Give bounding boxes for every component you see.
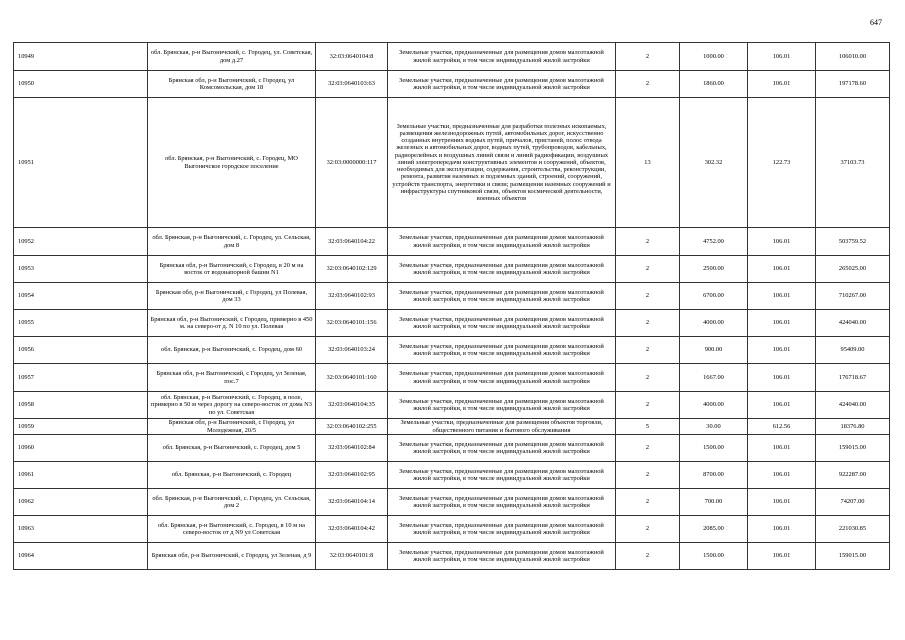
table-row xyxy=(14,392,890,419)
row-number: 10958 xyxy=(14,392,148,419)
rate-cell: 106.01 xyxy=(748,337,816,364)
address-cell: Брянская обл, р-н Выгоничский, с Городец, ул Молодежная, 20/5 xyxy=(148,419,316,435)
group-cell: 2 xyxy=(616,228,680,256)
area-cell: 4000.00 xyxy=(680,310,748,337)
address-cell: обл. Брянская, р-н Выгоничский, с. Городец, ул. Сельская, дом 8 xyxy=(148,228,316,256)
cadastral-number-cell: 32:03:0640104:35 xyxy=(316,392,388,419)
land-use-cell: Земельные участки, предназначенные для размещения домов малоэтажной жилой застройки, в том числе индивидуальной жилой застройки xyxy=(388,337,616,364)
area-cell: 1000.00 xyxy=(680,43,748,71)
rate-cell: 106.01 xyxy=(748,435,816,462)
group-cell: 5 xyxy=(616,419,680,435)
land-use-cell: Земельные участки, предназначенные для размещения объектов торговли, общественного питания и бытового обслуживания xyxy=(388,419,616,435)
group-cell: 2 xyxy=(616,43,680,71)
cadastral-number-cell: 32:03:0640101:160 xyxy=(316,364,388,392)
table-row xyxy=(14,419,890,435)
group-cell: 2 xyxy=(616,256,680,283)
row-number: 10950 xyxy=(14,71,148,98)
page-number: 647 xyxy=(870,18,882,27)
table-row xyxy=(14,71,890,98)
row-number: 10963 xyxy=(14,516,148,543)
area-cell: 6700.00 xyxy=(680,283,748,310)
address-cell: обл. Брянская, р-н Выгоничский, с. Городец, дом 60 xyxy=(148,337,316,364)
cadastral-value-cell: 95409.00 xyxy=(816,337,890,364)
land-use-cell: Земельные участки, предназначенные для размещения домов малоэтажной жилой застройки, в том числе индивидуальной жилой застройки xyxy=(388,489,616,516)
land-use-cell: Земельные участки, предназначенные для размещения домов малоэтажной жилой застройки, в том числе индивидуальной жилой застройки xyxy=(388,43,616,71)
cadastral-number-cell: 32:03:0640103:63 xyxy=(316,71,388,98)
row-number: 10953 xyxy=(14,256,148,283)
address-cell: обл. Брянская, р-н Выгоничский, с. Городец, в поле, примерно в 50 м через дорогу на северо-восток от дома N3 по ул. Советская xyxy=(148,392,316,419)
table-row xyxy=(14,310,890,337)
land-use-cell: Земельные участки, предназначенные для размещения домов малоэтажной жилой застройки, в том числе индивидуальной жилой застройки xyxy=(388,543,616,570)
rate-cell: 106.01 xyxy=(748,489,816,516)
cadastral-value-cell: 197178.60 xyxy=(816,71,890,98)
cadastral-number-cell: 32:03:0640101:8 xyxy=(316,543,388,570)
area-cell: 1860.00 xyxy=(680,71,748,98)
table-row xyxy=(14,256,890,283)
cadastral-number-cell: 32:03:0640102:84 xyxy=(316,435,388,462)
row-number: 10955 xyxy=(14,310,148,337)
cadastral-value-cell: 18376.80 xyxy=(816,419,890,435)
cadastral-number-cell: 32:03:0640102:255 xyxy=(316,419,388,435)
address-cell: обл. Брянская, р-н Выгоничский, с. Городец, дом 5 xyxy=(148,435,316,462)
address-cell: Брянская обл, р-н Выгоничский, с Городец, ул Полевая, дом 33 xyxy=(148,283,316,310)
cadastral-value-cell: 176718.67 xyxy=(816,364,890,392)
table-row xyxy=(14,364,890,392)
land-use-cell: Земельные участки, предназначенные для размещения домов малоэтажной жилой застройки, в том числе индивидуальной жилой застройки xyxy=(388,392,616,419)
group-cell: 13 xyxy=(616,98,680,228)
area-cell: 4000.00 xyxy=(680,392,748,419)
rate-cell: 106.01 xyxy=(748,543,816,570)
land-use-cell: Земельные участки, предназначенные для размещения домов малоэтажной жилой застройки, в том числе индивидуальной жилой застройки xyxy=(388,364,616,392)
area-cell: 30.00 xyxy=(680,419,748,435)
table-row xyxy=(14,283,890,310)
row-number: 10960 xyxy=(14,435,148,462)
area-cell: 2500.00 xyxy=(680,256,748,283)
table-row xyxy=(14,543,890,570)
row-number: 10949 xyxy=(14,43,148,71)
land-use-cell: Земельные участки, предназначенные для размещения домов малоэтажной жилой застройки, в том числе индивидуальной жилой застройки xyxy=(388,71,616,98)
address-cell: обл. Брянская, р-н Выгоничский, с. Городец xyxy=(148,462,316,489)
land-use-cell: Земельные участки, предназначенные для размещения домов малоэтажной жилой застройки, в том числе индивидуальной жилой застройки xyxy=(388,516,616,543)
group-cell: 2 xyxy=(616,435,680,462)
table-row xyxy=(14,462,890,489)
cadastral-number-cell: 32:03:0640102:129 xyxy=(316,256,388,283)
land-use-cell: Земельные участки, предназначенные для размещения домов малоэтажной жилой застройки, в том числе индивидуальной жилой застройки xyxy=(388,462,616,489)
group-cell: 2 xyxy=(616,364,680,392)
cadastral-number-cell: 32:03:0640102:95 xyxy=(316,462,388,489)
table-row xyxy=(14,337,890,364)
address-cell: обл. Брянская, р-н Выгоничский, с. Городец, МО Выгоничское городское поселение xyxy=(148,98,316,228)
cadastral-value-cell: 106010.00 xyxy=(816,43,890,71)
rate-cell: 106.01 xyxy=(748,364,816,392)
group-cell: 2 xyxy=(616,310,680,337)
cadastral-number-cell: 32:03:0640103:24 xyxy=(316,337,388,364)
row-number: 10964 xyxy=(14,543,148,570)
rate-cell: 122.73 xyxy=(748,98,816,228)
row-number: 10956 xyxy=(14,337,148,364)
address-cell: обл. Брянская, р-н Выгоничский, с. Городец, в 10 м на северо-восток от д N9 ул Советская xyxy=(148,516,316,543)
cadastral-value-table xyxy=(13,42,890,570)
area-cell: 900.00 xyxy=(680,337,748,364)
table-row xyxy=(14,489,890,516)
group-cell: 2 xyxy=(616,71,680,98)
area-cell: 8700.00 xyxy=(680,462,748,489)
rate-cell: 612.56 xyxy=(748,419,816,435)
area-cell: 1500.00 xyxy=(680,435,748,462)
land-use-cell: Земельные участки, предназначенные для размещения домов малоэтажной жилой застройки, в том числе индивидуальной жилой застройки xyxy=(388,310,616,337)
area-cell: 1667.00 xyxy=(680,364,748,392)
cadastral-number-cell: 32:03:0640102:93 xyxy=(316,283,388,310)
area-cell: 1500.00 xyxy=(680,543,748,570)
cadastral-number-cell: 32:03:0000000:117 xyxy=(316,98,388,228)
group-cell: 2 xyxy=(616,283,680,310)
land-use-cell: Земельные участки, предназначенные для разработки полезных ископаемых, размещения железнодорожных путей, автомобильных дорог, искусственно созданных внутренних водных путей, причалов, пристаней, полос отвода железных и автомобильных дорог, водных путей, трубопроводов, кабельных, радиорелейных и воздушных линий связи и линий радиофикации, воздушных линий электропередачи конструктивных элементов и сооружений, объектов, необходимых для эксплуатации, содержания, строительства, реконструкции, ремонта, развития наземных и подземных зданий, строений, сооружений, устройств транспорта, энергетики и связи; размещения наземных сооружений и инфраструктуры спутниковой связи, объектов космической деятельности, военных объектов xyxy=(388,98,616,228)
group-cell: 2 xyxy=(616,337,680,364)
row-number: 10954 xyxy=(14,283,148,310)
table-row xyxy=(14,43,890,71)
cadastral-number-cell: 32:03:0640104:42 xyxy=(316,516,388,543)
group-cell: 2 xyxy=(616,543,680,570)
land-use-cell: Земельные участки, предназначенные для размещения домов малоэтажной жилой застройки, в том числе индивидуальной жилой застройки xyxy=(388,435,616,462)
cadastral-value-cell: 710267.00 xyxy=(816,283,890,310)
address-cell: Брянская обл, р-н Выгоничский, с Городец, ул Комсомольская, дом 18 xyxy=(148,71,316,98)
land-use-cell: Земельные участки, предназначенные для размещения домов малоэтажной жилой застройки, в том числе индивидуальной жилой застройки xyxy=(388,228,616,256)
cadastral-value-cell: 74207.00 xyxy=(816,489,890,516)
rate-cell: 106.01 xyxy=(748,516,816,543)
group-cell: 2 xyxy=(616,489,680,516)
table-row xyxy=(14,516,890,543)
table-row xyxy=(14,98,890,228)
cadastral-value-cell: 37103.73 xyxy=(816,98,890,228)
cadastral-number-cell: 32:03:0640104:8 xyxy=(316,43,388,71)
row-number: 10951 xyxy=(14,98,148,228)
cadastral-value-cell: 922287.00 xyxy=(816,462,890,489)
rate-cell: 106.01 xyxy=(748,256,816,283)
row-number: 10959 xyxy=(14,419,148,435)
cadastral-value-cell: 424040.00 xyxy=(816,392,890,419)
rate-cell: 106.01 xyxy=(748,228,816,256)
row-number: 10961 xyxy=(14,462,148,489)
address-cell: Брянская обл, р-н Выгоничский, с Городец, ул Зеленая, д 9 xyxy=(148,543,316,570)
cadastral-value-cell: 424040.00 xyxy=(816,310,890,337)
address-cell: обл. Брянская, р-н Выгоничский, с. Городец, ул. Сельская, дом 2 xyxy=(148,489,316,516)
area-cell: 302.32 xyxy=(680,98,748,228)
group-cell: 2 xyxy=(616,392,680,419)
group-cell: 2 xyxy=(616,462,680,489)
cadastral-number-cell: 32:03:0640104:14 xyxy=(316,489,388,516)
land-use-cell: Земельные участки, предназначенные для размещения домов малоэтажной жилой застройки, в том числе индивидуальной жилой застройки xyxy=(388,283,616,310)
table-row xyxy=(14,435,890,462)
land-use-cell: Земельные участки, предназначенные для размещения домов малоэтажной жилой застройки, в том числе индивидуальной жилой застройки xyxy=(388,256,616,283)
cadastral-value-cell: 159015.00 xyxy=(816,435,890,462)
area-cell: 700.00 xyxy=(680,489,748,516)
cadastral-value-cell: 503759.52 xyxy=(816,228,890,256)
address-cell: Брянская обл, р-н Выгоничский, с Городец, примерно в 450 м. на северо-от д. N 10 по ул. Полевая xyxy=(148,310,316,337)
address-cell: Брянская обл, р-н Выгоничский, с Городец, ул Зеленая, пос.7 xyxy=(148,364,316,392)
group-cell: 2 xyxy=(616,516,680,543)
address-cell: Брянская обл, р-н Выгоничский, с Городец, в 20 м на восток от водонапорной башни N1 xyxy=(148,256,316,283)
rate-cell: 106.01 xyxy=(748,71,816,98)
cadastral-number-cell: 32:03:0640101:156 xyxy=(316,310,388,337)
area-cell: 2085.00 xyxy=(680,516,748,543)
cadastral-value-cell: 265025.00 xyxy=(816,256,890,283)
cadastral-number-cell: 32:03:0640104:22 xyxy=(316,228,388,256)
rate-cell: 106.01 xyxy=(748,392,816,419)
cadastral-value-cell: 221030.85 xyxy=(816,516,890,543)
rate-cell: 106.01 xyxy=(748,462,816,489)
row-number: 10952 xyxy=(14,228,148,256)
address-cell: обл. Брянская, р-н Выгоничский, с. Городец, ул. Советская, дом д.27 xyxy=(148,43,316,71)
rate-cell: 106.01 xyxy=(748,283,816,310)
rate-cell: 106.01 xyxy=(748,43,816,71)
rate-cell: 106.01 xyxy=(748,310,816,337)
cadastral-value-cell: 159015.00 xyxy=(816,543,890,570)
row-number: 10957 xyxy=(14,364,148,392)
table-row xyxy=(14,228,890,256)
area-cell: 4752.00 xyxy=(680,228,748,256)
row-number: 10962 xyxy=(14,489,148,516)
